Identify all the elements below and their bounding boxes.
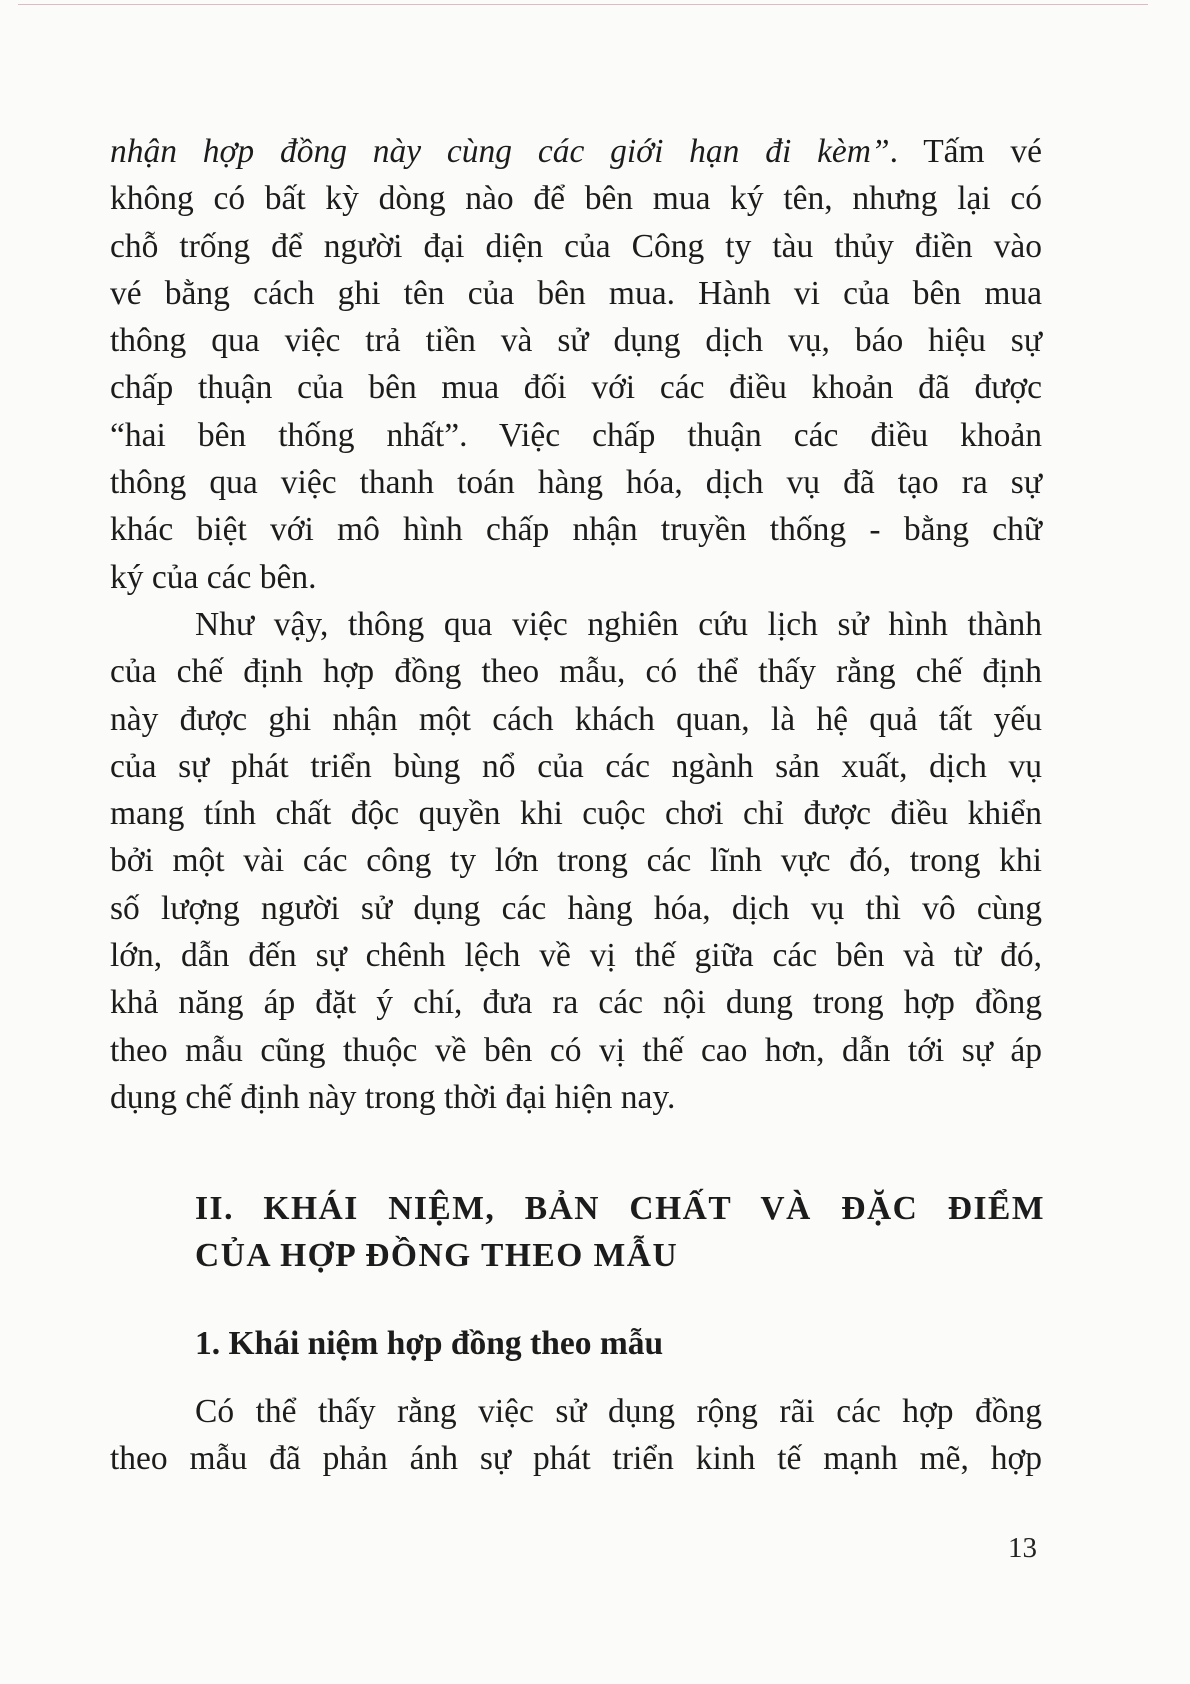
- top-edge-rule: [18, 4, 1148, 5]
- paragraph-1-line: khác biệt với mô hình chấp nhận truyền thống - bằng chữ: [110, 511, 1042, 549]
- paragraph-2-line: bởi một vài các công ty lớn trong các lĩnh vực đó, trong khi: [110, 842, 1042, 880]
- paragraph-1-line: chấp thuận của bên mua đối với các điều khoản đã được: [110, 369, 1042, 407]
- paragraph-2-line: số lượng người sử dụng các hàng hóa, dịch vụ thì vô cùng: [110, 889, 1042, 927]
- paragraph-2-line-first: Như vậy, thông qua việc nghiên cứu lịch sử hình thành: [195, 605, 1042, 643]
- paragraph-1-line: thông qua việc trả tiền và sử dụng dịch vụ, báo hiệu sự: [110, 322, 1042, 360]
- paragraph-1-line-1: [110, 128, 1042, 175]
- paragraph-1-line: “hai bên thống nhất”. Việc chấp thuận các điều khoản: [110, 416, 1042, 454]
- paragraph-1-line-last: ký của các bên.: [110, 558, 317, 596]
- paragraph-3-line-first: Có thể thấy rằng việc sử dụng rộng rãi các hợp đồng: [195, 1393, 1042, 1430]
- paragraph-1-line: chỗ trống để người đại diện của Công ty tàu thủy điền vào: [110, 227, 1042, 265]
- paragraph-2-line: này được ghi nhận một cách khách quan, là hệ quả tất yếu: [110, 700, 1042, 738]
- section-heading-line-2: CỦA HỢP ĐỒNG THEO MẪU: [195, 1237, 679, 1274]
- italic-quote: nhận hợp đồng này cùng các giới hạn đi kèm”: [110, 133, 890, 170]
- section-heading: [195, 1185, 1045, 1279]
- paragraph-1-line: thông qua việc thanh toán hàng hóa, dịch vụ đã tạo ra sự: [110, 464, 1042, 502]
- paragraph-2-line: lớn, dẫn đến sự chênh lệch về vị thế giữa các bên và từ đó,: [110, 937, 1042, 975]
- section-heading-line-1: II. KHÁI NIỆM, BẢN CHẤT VÀ ĐẶC ĐIỂM: [195, 1190, 1045, 1227]
- paragraph-2: [110, 601, 1042, 1121]
- paragraph-3: [110, 1388, 1042, 1483]
- paragraph-2-line: của chế định hợp đồng theo mẫu, có thể thấy rằng chế định: [110, 653, 1042, 691]
- paragraph-2-line-last: dụng chế định này trong thời đại hiện nay.: [110, 1078, 676, 1116]
- paragraph-3-line: theo mẫu đã phản ánh sự phát triển kinh tế mạnh mẽ, hợp: [110, 1440, 1042, 1478]
- paragraph-2-line: khả năng áp đặt ý chí, đưa ra các nội dung trong hợp đồng: [110, 984, 1042, 1022]
- page-number: 13: [1008, 1532, 1037, 1564]
- paragraph-2-line: mang tính chất độc quyền khi cuộc chơi chỉ được điều khiển: [110, 795, 1042, 833]
- subsection-heading: 1. Khái niệm hợp đồng theo mẫu: [195, 1325, 664, 1362]
- paragraph-1: [110, 128, 1042, 601]
- paragraph-1-line-1-rest: . Tấm vé: [889, 133, 1043, 170]
- body-text: [110, 128, 1042, 1121]
- paragraph-2-line: theo mẫu cũng thuộc về bên có vị thế cao hơn, dẫn tới sự áp: [110, 1031, 1042, 1069]
- paragraph-2-line: của sự phát triển bùng nổ của các ngành sản xuất, dịch vụ: [110, 747, 1042, 785]
- paragraph-1-line: vé bằng cách ghi tên của bên mua. Hành vi của bên mua: [110, 274, 1042, 312]
- paragraph-1-line: không có bất kỳ dòng nào để bên mua ký tên, nhưng lại có: [110, 180, 1042, 218]
